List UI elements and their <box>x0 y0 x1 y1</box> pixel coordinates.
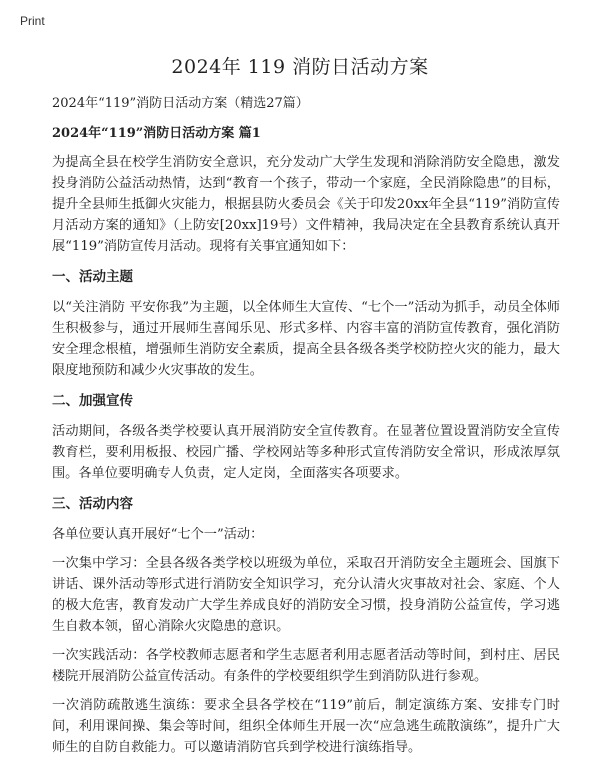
document-body <box>52 94 560 766</box>
document-title: 2024年 119 消防日活动方案 <box>171 56 429 78</box>
print-link[interactable]: Print <box>20 14 45 28</box>
paragraph-group-study: 一次集中学习：全县各级各类学校以班级为单位，采取召开消防安全主题班会、国旗下讲话、课外活动等形式进行消防安全知识学习，充分认清火灾事故对社会、家庭、个人的极大危害，教育发动广大学生养成良好的消防安全习惯，投身消防公益宣传，学习逃生自救本领，留心消除火灾隐患的意识。 <box>52 556 560 634</box>
intro-paragraph: 为提高全县在校学生消防安全意识，充分发动广大学生发现和消除消防安全隐患，激发投身消防公益活动热情，达到“教育一个孩子，带动一个家庭，全民消除隐患”的目标，提升全县师生抵御火灾能力，根据县防火委员会《关于印发20xx年全县“119”消防宣传月活动方案的通知》（上防安[20xx]19号）文件精神，我局决定在全县教育系统认真开展“119”消防宣传月活动。现将有关事宜通知如下： <box>52 155 560 254</box>
heading-activity-theme: 一、活动主题 <box>52 269 133 285</box>
paragraph-seven-ones: 各单位要认真开展好“七个一”活动： <box>52 527 264 542</box>
document-subtitle: 2024年“119”消防日活动方案（精选27篇） <box>52 96 309 111</box>
section-title: 2024年“119”消防日活动方案 篇1 <box>52 126 261 141</box>
paragraph-strengthen-publicity: 活动期间，各级各类学校要认真开展消防安全宣传教育。在显著位置设置消防安全宣传教育栏，要利用板报、校园广播、学校网站等多种形式宣传消防安全常识，形成浓厚氛围。各单位要明确专人负责，定人定岗，全面落实各项要求。 <box>52 424 560 481</box>
heading-activity-content: 三、活动内容 <box>52 496 133 512</box>
paragraph-practice-activity: 一次实践活动：各学校教师志愿者和学生志愿者利用志愿者活动等时间，到村庄、居民楼院开展消防公益宣传活动。有条件的学校要组织学生到消防队进行参观。 <box>52 648 560 684</box>
heading-strengthen-publicity: 二、加强宣传 <box>52 393 133 409</box>
paragraph-evacuation-drill: 一次消防疏散逃生演练：要求全县各学校在“119”前后，制定演练方案、安排专门时间，利用课间操、集会等时间，组织全体师生开展一次“应急逃生疏散演练”，提升广大师生的自防自救能力。可以邀请消防官兵到学校进行演练指导。 <box>52 698 560 755</box>
paragraph-activity-theme: 以“关注消防 平安你我”为主题，以全体师生大宣传、“七个一”活动为抓手，动员全体师生积极参与，通过开展师生喜闻乐见、形式多样、内容丰富的消防宣传教育，强化消防安全理念根植，增强师生消防安全素质，提高全县各级各类学校防控火灾的能力，最大限度地预防和减少火灾事故的发生。 <box>52 300 560 378</box>
